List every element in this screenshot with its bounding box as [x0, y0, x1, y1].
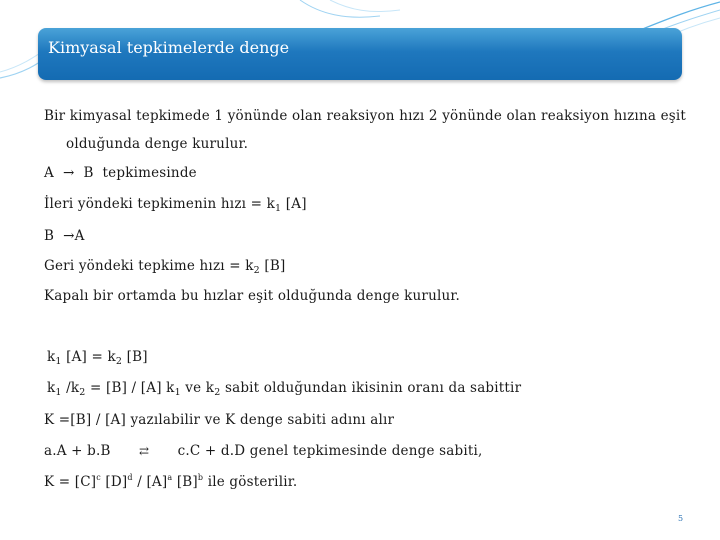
reverse-reaction: B →A — [44, 228, 85, 244]
page-number: 5 — [678, 514, 684, 523]
general-reaction: a.A + b.B ⇄ c.C + d.D genel tepkimesinde denge sabiti, — [44, 443, 483, 459]
equilibrium-constant-definition: K =[B] / [A] yazılabilir ve K denge sabiti adını alır — [44, 412, 395, 428]
equilibrium-constant-expression: $K = [C]^c$ $[D]^d / [A]^a$ $[B]^b$ ile gösterilir. — [44, 473, 298, 490]
reverse-rate: Geri yöndeki tepkime hızı = $k_2$ [B] — [44, 258, 286, 276]
forward-reaction: A → B tepkimesinde — [44, 165, 197, 181]
rate-constant-ratio: $k_1$ $/k_2 = [B] / [A]$ $k_1$ ve $k_2$ sabit olduğundan ikisinin oranı da sabittir — [47, 380, 522, 398]
slide-title: Kimyasal tepkimelerde denge — [48, 38, 290, 57]
closed-system-statement: Kapalı bir ortamda bu hızlar eşit olduğunda denge kurulur. — [44, 288, 461, 304]
paragraph-line-2: olduğunda denge kurulur. — [66, 136, 249, 152]
paragraph-line-1: Bir kimyasal tepkimede 1 yönünde olan reaksiyon hızı 2 yönünde olan reaksiyon hızına eşit — [44, 108, 687, 124]
equilibrium-arrow-icon: ⇄ — [139, 444, 150, 458]
rate-equality: $k_1$ $[A] = k_2$ [B] — [47, 349, 148, 367]
forward-rate: İleri yöndeki tepkimenin hızı = $k_1$ [A] — [44, 196, 307, 214]
